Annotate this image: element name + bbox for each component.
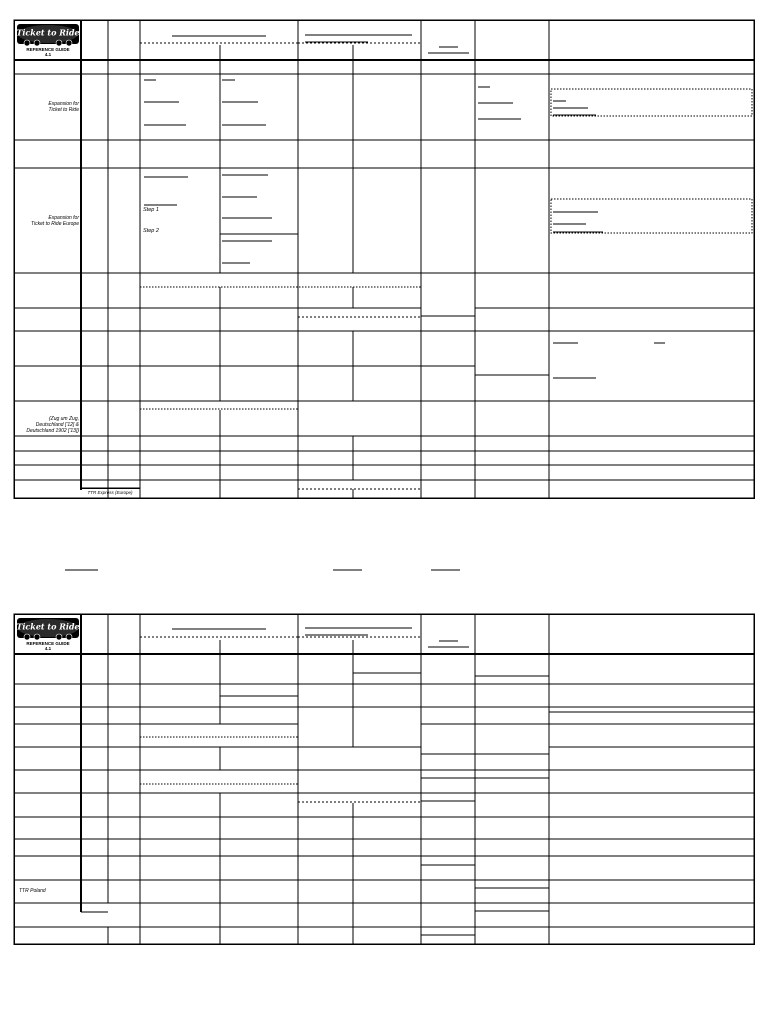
version-label: 4.1 [44,646,52,651]
reference-table-top [14,20,754,498]
label-ttr-poland: TTR Poland [19,888,46,894]
label-expansion-ttr: Expansion for Ticket to Ride [48,101,79,113]
label-expansion-europe: Expansion for Ticket to Ride Europe [30,215,79,227]
reference-guide-label: REFERENCE GUIDE [26,47,70,52]
svg-text:Ticket to Ride: Ticket to Ride [16,621,80,632]
ticket-to-ride-logo [15,616,81,652]
version-label: 4.1 [44,52,52,57]
train-logo-icon [15,616,81,642]
label-ttr-express: TTR Express (Europe) [87,490,133,495]
svg-text:Ticket to Ride: Ticket to Ride [16,27,80,38]
label-step-2: Step 2 [143,228,159,234]
label-step-1: Step 1 [143,207,159,213]
reference-table-bottom [14,614,754,944]
ticket-to-ride-logo [15,22,81,58]
label-zug-um-zug: (Zug um Zug, Deutschland ['12] & Deutschland 1902 ['13]) [26,416,79,434]
train-logo-icon [15,22,81,48]
reference-guide-label: REFERENCE GUIDE [26,641,70,646]
